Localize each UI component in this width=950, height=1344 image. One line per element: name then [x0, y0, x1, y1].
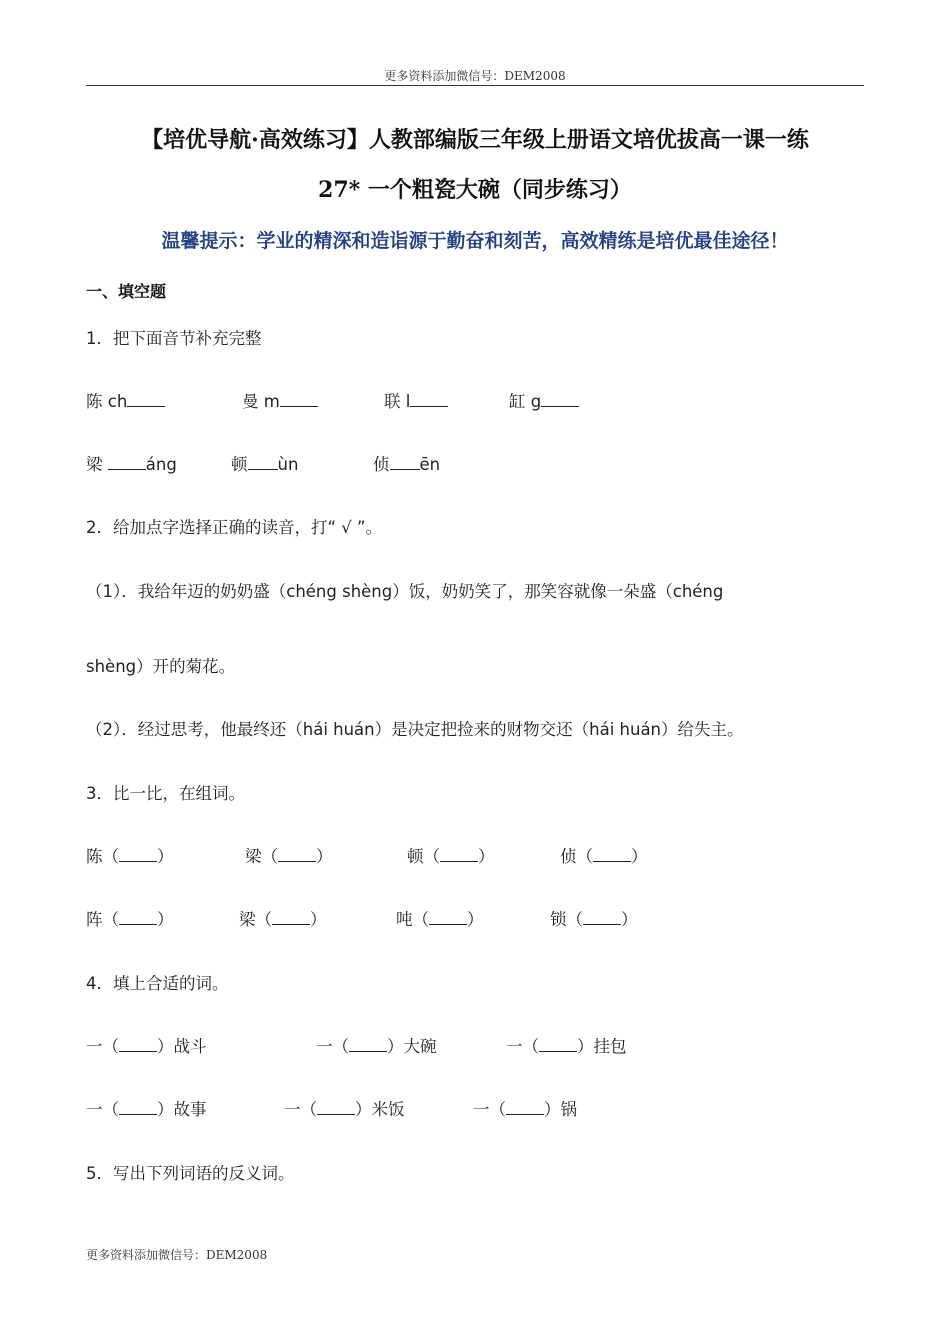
question-1-prompt: 1．把下面音节补充完整 [86, 329, 262, 348]
fill-item: 顿 ùn [231, 455, 299, 474]
question-4-prompt: 4．填上合适的词。 [86, 974, 229, 993]
measure-word-item: 一（ ）锅 [473, 1100, 577, 1119]
answer-blank[interactable] [440, 847, 478, 862]
answer-blank[interactable] [583, 910, 621, 925]
answer-blank[interactable] [280, 392, 318, 407]
word-item: 顿（ ） [407, 847, 495, 866]
measure-word-item: 一（ ）大碗 [316, 1037, 437, 1056]
question-3-prompt: 3．比一比，在组词。 [86, 784, 245, 803]
answer-blank[interactable] [278, 847, 316, 862]
word-item: 阵（ ） [86, 910, 174, 929]
answer-blank[interactable] [119, 1100, 157, 1115]
answer-blank[interactable] [108, 455, 146, 470]
measure-word-item: 一（ ）挂包 [506, 1037, 627, 1056]
fill-item: 侦 ēn [373, 455, 441, 474]
answer-blank[interactable] [119, 910, 157, 925]
fill-item: 梁 áng [86, 455, 177, 474]
answer-blank[interactable] [119, 1037, 157, 1052]
fill-item: 缸 g [509, 388, 579, 412]
answer-blank[interactable] [410, 392, 448, 407]
doc-title-line2: 27* 一个粗瓷大碗（同步练习） [318, 177, 632, 203]
word-item: 锁（ ） [550, 910, 638, 929]
answer-blank[interactable] [539, 1037, 577, 1052]
question-5-prompt: 5．写出下列词语的反义词。 [86, 1164, 295, 1183]
fill-item: 联 l [384, 388, 448, 412]
answer-blank[interactable] [593, 847, 631, 862]
answer-blank[interactable] [248, 455, 278, 470]
doc-title-line1: 【培优导航·高效练习】人教部编版三年级上册语文培优拔高一课一练 [141, 127, 809, 153]
answer-blank[interactable] [272, 910, 310, 925]
word-item: 梁（ ） [239, 910, 327, 929]
answer-blank[interactable] [127, 392, 165, 407]
header-divider [86, 85, 864, 86]
answer-blank[interactable] [541, 392, 579, 407]
fill-item: 曼 m [242, 388, 318, 412]
answer-blank[interactable] [119, 847, 157, 862]
word-item: 陈（ ） [86, 847, 174, 866]
question-2-item-1-line-2: shèng）开的菊花。 [86, 657, 236, 676]
answer-blank[interactable] [390, 455, 420, 470]
measure-word-item: 一（ ）战斗 [86, 1037, 207, 1056]
fill-item: 陈 ch [86, 388, 165, 412]
word-item: 梁（ ） [245, 847, 333, 866]
measure-word-item: 一（ ）故事 [86, 1100, 207, 1119]
answer-blank[interactable] [429, 910, 467, 925]
tip-banner: 温馨提示：学业的精深和造诣源于勤奋和刻苦，高效精练是培优最佳途径！ [161, 230, 789, 252]
section-heading: 一、填空题 [86, 282, 167, 301]
answer-blank[interactable] [506, 1100, 544, 1115]
word-item: 吨（ ） [396, 910, 484, 929]
question-2-item-2: （2）．经过思考，他最终还（hái huán）是决定把捡来的财物交还（hái huán）给失主。 [86, 720, 744, 739]
answer-blank[interactable] [317, 1100, 355, 1115]
question-2-prompt: 2．给加点字选择正确的读音，打“ √ ”。 [86, 518, 383, 537]
measure-word-item: 一（ ）米饭 [284, 1100, 405, 1119]
page-header: 更多资料添加微信号：DEM2008 [384, 69, 566, 83]
answer-blank[interactable] [349, 1037, 387, 1052]
word-item: 侦（ ） [560, 847, 648, 866]
question-2-item-1-line-1: （1）．我给年迈的奶奶盛（chéng shèng）饭，奶奶笑了，那笑容就像一朵盛（chéng [86, 582, 724, 601]
page-footer: 更多资料添加微信号：DEM2008 [86, 1248, 268, 1262]
